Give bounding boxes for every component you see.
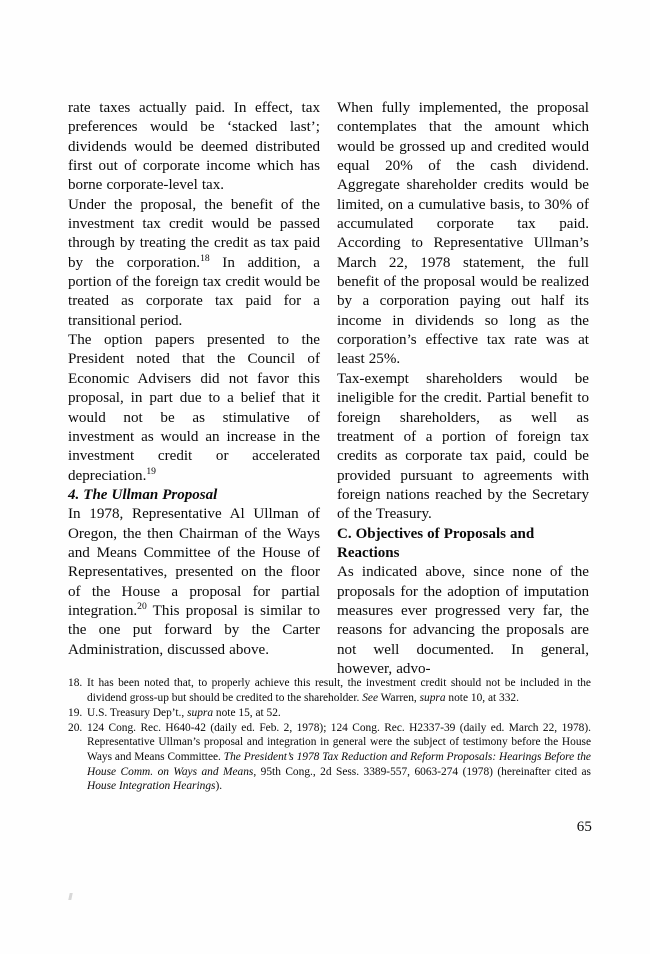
footnote-marker-19: 19 — [146, 465, 156, 477]
subheading-ullman-proposal: 4. The Ullman Proposal — [68, 486, 218, 503]
footnote-20 — [68, 721, 591, 794]
footnote-19-text: U.S. Treasury Dep’t., supra note 15, at 52. — [87, 706, 281, 719]
paragraph-fully-implemented: When fully implemented, the proposal contemplates that the amount which would be grossed up and credited would equal 20% of the cash dividend. Aggregate shareholder credits would be limited, on a cumulative basis, to 30% of accumulated corporate tax paid. According to Representative Ullman’s March 22, 1978 statement, the full benefit of the proposal would be realized by a corporation paying out half its income in dividends so long as the corporation’s effective tax rate was at least 25%. — [337, 100, 589, 368]
paragraph-ullman-1978 — [68, 505, 320, 660]
scan-speck — [68, 893, 72, 900]
paragraph-option-papers — [68, 331, 320, 486]
two-column-body — [68, 99, 590, 679]
footnote-19 — [68, 706, 591, 721]
footnote-marker-20: 20 — [137, 600, 147, 612]
footnote-18 — [68, 676, 591, 705]
footnote-marker-18: 18 — [200, 252, 210, 264]
footnote-20-number: 20. — [68, 721, 83, 734]
paragraph-ullman-1978-text-b: This proposal is similar to the one put forward by the Carter Administration, discussed above. — [68, 602, 320, 658]
paragraph-investment-credit-text-a: Under the proposal, the benefit of the investment tax credit would be passed through by treating the credit as tax paid by the corporation. — [68, 196, 320, 271]
footnote-block — [68, 676, 591, 794]
page-number: 65 — [576, 819, 592, 835]
footnote-18-number: 18. — [68, 677, 83, 689]
footnote-20-text: 124 Cong. Rec. H640-42 (daily ed. Feb. 2, 1978); 124 Cong. Rec. H2337-39 (daily ed. March 22, 1978). Representative Ullman’s proposal and integration in general were the subject of testimony before the House Ways and Means Committee. The President’s 1978 Tax Reduction and Reform Proposals: Hearings Before the House Comm. on Ways and Means, 95th Cong., 2d Sess. 3389-557, 6063-274 (1978) (hereinafter cited as House Integration Hearings). — [87, 721, 591, 793]
paragraph-tax-exempt: Tax-exempt shareholders would be ineligible for the credit. Partial benefit to foreign shareholders, as well as treatment of a portion of foreign tax credits as corporate tax paid, could be provided pursuant to agreements with foreign nations reached by the Secretary of the Treasury. — [337, 370, 589, 523]
heading-objectives-of-proposals: C. Objectives of Proposals and Reactions — [337, 525, 535, 561]
paragraph-stacked-last: rate taxes actually paid. In effect, tax preferences would be ‘stacked last’; dividends would be deemed distributed first out of corporate income which has borne corporate-level tax. — [68, 100, 320, 194]
footnote-19-number: 19. — [68, 706, 83, 719]
paragraph-investment-credit — [68, 196, 320, 331]
left-column — [68, 99, 320, 679]
paragraph-as-indicated: As indicated above, since none of the proposals for the adoption of imputation measures ever progressed very far, the reasons for advancing the proposals are not well documented. In general, however, advo- — [337, 564, 589, 678]
paragraph-option-papers-text-a: The option papers presented to the President noted that the Council of Economic Advisers did not favor this proposal, in part due to a belief that it would not be as stimulative of investment as would an increase in the investment credit or accelerated depreciation. — [68, 332, 320, 484]
paragraph-investment-credit-text-b: In addition, a portion of the foreign tax credit would be treated as corporate tax paid for a transitional period. — [68, 254, 321, 329]
footnote-18-text: It has been noted that, to properly achieve this result, the investment credit should not be included in the dividend gross-up but should be credited to the shareholder. See Warren, supra note 10, at 332. — [87, 677, 591, 704]
right-column — [337, 99, 589, 679]
paragraph-ullman-1978-text-a: In 1978, Representative Al Ullman of Oregon, the then Chairman of the Ways and Means Committee of the House of Representatives, presented on the floor of the House a proposal for partial integration. — [68, 506, 320, 619]
